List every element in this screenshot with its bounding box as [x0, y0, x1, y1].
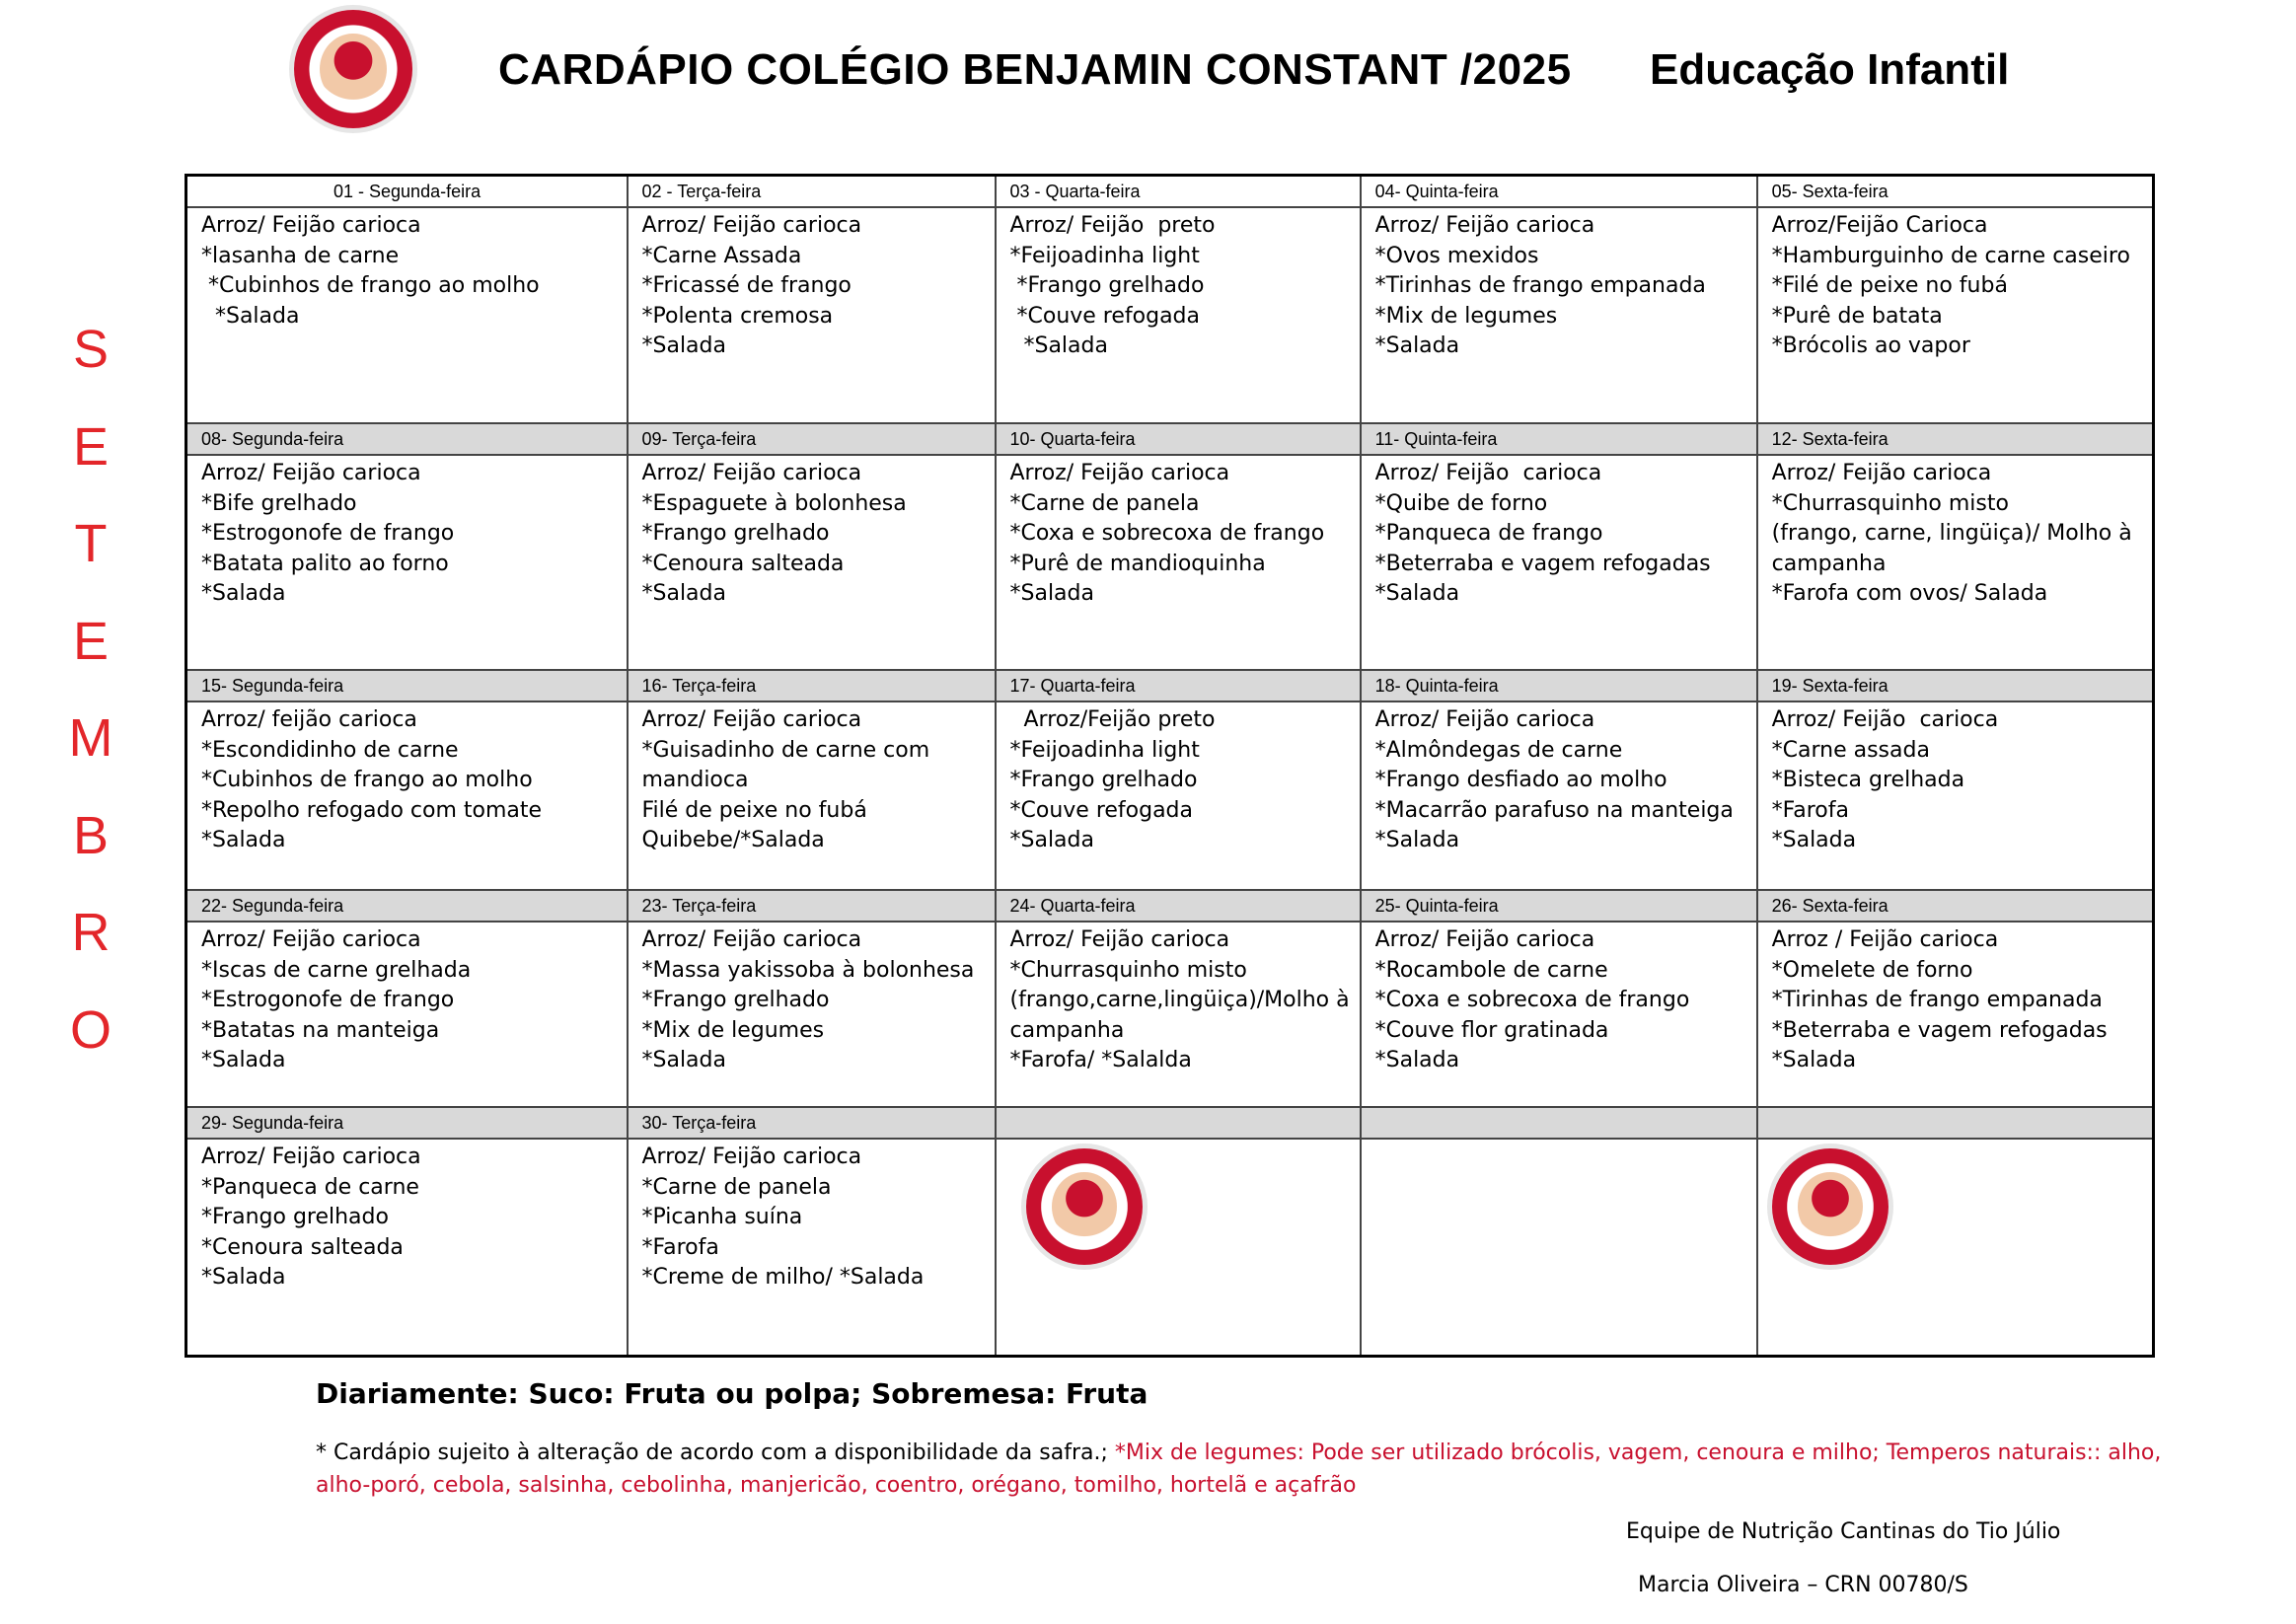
day-menu-cell: [186, 701, 628, 890]
day-header: 01 - Segunda-feira: [186, 176, 628, 208]
menu-item: *Feijoadinha light: [1009, 737, 1200, 763]
menu-item: *Carne de panela: [1009, 490, 1200, 516]
menu-item: *Iscas de carne grelhada: [201, 957, 472, 983]
menu-item: *Picanha suína: [641, 1205, 803, 1229]
menu-item: *Salada: [641, 333, 726, 358]
menu-item: *Farofa com ovos/ Salada: [1771, 581, 2048, 606]
nutritionist-signature: Marcia Oliveira – CRN 00780/S: [1638, 1573, 1968, 1597]
day-header: [1361, 1107, 1757, 1139]
menu-item: Arroz/ feijão carioca: [201, 707, 417, 732]
day-header: 17- Quarta-feira: [996, 670, 1361, 701]
day-header: 05- Sexta-feira: [1757, 176, 2154, 208]
day-menu-cell: [186, 455, 628, 670]
day-header: 26- Sexta-feira: [1757, 890, 2154, 922]
menu-item: Arroz/ Feijão carioca: [641, 1144, 862, 1169]
week-header-row: [186, 176, 2154, 208]
team-signature: Equipe de Nutrição Cantinas do Tio Júlio: [1626, 1519, 2061, 1544]
menu-item: *Salada: [1374, 1048, 1460, 1072]
menu-item: *Salada: [1374, 581, 1460, 606]
menu-item: *Salada: [1009, 333, 1108, 358]
menu-item: *Massa yakissoba à bolonhesa: [641, 957, 975, 983]
day-menu-cell: [628, 207, 996, 423]
menu-item: *Creme de milho/ *Salada: [641, 1265, 925, 1290]
day-menu-cell: [1361, 455, 1757, 670]
menu-item: *Hamburguinho de carne caseiro: [1771, 243, 2130, 268]
menu-item: Quibebe/*Salada: [641, 828, 825, 852]
menu-item: *Escondidinho de carne: [201, 737, 459, 763]
month-letter: E: [72, 611, 110, 671]
menu-item: *Churrasquinho misto: [1771, 490, 2009, 516]
menu-item: *Quibe de forno: [1374, 490, 1548, 516]
menu-item: *Mix de legumes: [641, 1017, 825, 1043]
day-header: 29- Segunda-feira: [186, 1107, 628, 1139]
menu-item: *Tirinhas de frango empanada: [1374, 273, 1706, 298]
menu-item: *Couve refogada: [1009, 303, 1200, 329]
mascot-icon: [1798, 1172, 1863, 1242]
menu-item: *Feijoadinha light: [1009, 243, 1200, 268]
menu-item: *Repolho refogado com tomate: [201, 797, 543, 823]
week-menu-row: [186, 455, 2154, 670]
day-menu-cell: [1757, 455, 2154, 670]
menu-item: *Salada: [201, 303, 300, 329]
day-menu-cell: [186, 207, 628, 423]
menu-item: *Cenoura salteada: [641, 551, 845, 576]
cantina-logo: [1026, 1148, 1143, 1265]
menu-item: *Salada: [1374, 828, 1460, 852]
menu-item: Arroz/ Feijão carioca: [641, 707, 862, 732]
menu-item: Arroz/ Feijão carioca: [1374, 927, 1595, 952]
month-vertical-label: [61, 301, 120, 1078]
week-header-row: [186, 890, 2154, 922]
menu-item: *Coxa e sobrecoxa de frango: [1009, 521, 1325, 546]
menu-item: *Almôndegas de carne: [1374, 737, 1623, 763]
menu-item: *Guisadinho de carne com: [641, 737, 930, 763]
day-header: 22- Segunda-feira: [186, 890, 628, 922]
menu-item: Filé de peixe no fubá: [641, 797, 867, 823]
daily-note: Diariamente: Suco: Fruta ou polpa; Sobremesa: Fruta: [316, 1377, 1148, 1410]
menu-item: Arroz/ Feijão carioca: [1771, 707, 1999, 732]
day-header: 15- Segunda-feira: [186, 670, 628, 701]
day-menu-cell: [1757, 207, 2154, 423]
menu-item: Arroz/ Feijão carioca: [641, 213, 862, 238]
menu-item: *Frango grelhado: [1009, 273, 1205, 298]
menu-item: *Churrasquinho misto: [1009, 957, 1247, 983]
menu-item: Arroz/ Feijão carioca: [1374, 213, 1595, 238]
footnote-disclaimer: * Cardápio sujeito à alteração de acordo com a disponibilidade da safra.;: [316, 1440, 1115, 1465]
day-header: 03 - Quarta-feira: [996, 176, 1361, 208]
month-letter: E: [72, 416, 110, 477]
month-letter: R: [71, 903, 111, 962]
day-menu-cell: [628, 1139, 996, 1357]
menu-item: *Omelete de forno: [1771, 957, 1973, 983]
menu-item: Arroz/ Feijão carioca: [201, 461, 421, 485]
menu-item: *Salada: [201, 1048, 286, 1072]
page-title: CARDÁPIO COLÉGIO BENJAMIN CONSTANT /2025: [498, 45, 1572, 94]
week-header-row: [186, 423, 2154, 455]
menu-item: Arroz/ Feijão carioca: [641, 927, 862, 952]
menu-item: *Bisteca grelhada: [1771, 768, 1965, 792]
menu-item: *Salada: [1374, 333, 1460, 358]
menu-item: *Cubinhos de frango ao molho: [201, 768, 533, 792]
day-menu-cell: [1361, 207, 1757, 423]
day-menu-cell: [186, 1139, 628, 1357]
day-header: 18- Quinta-feira: [1361, 670, 1757, 701]
week-header-row: [186, 670, 2154, 701]
menu-item: mandioca: [641, 768, 749, 792]
day-header: 09- Terça-feira: [628, 423, 996, 455]
day-header: 04- Quinta-feira: [1361, 176, 1757, 208]
week-menu-row: [186, 207, 2154, 423]
cantina-logo: [294, 10, 412, 128]
day-header: 23- Terça-feira: [628, 890, 996, 922]
menu-item: *Tirinhas de frango empanada: [1771, 988, 2103, 1012]
day-menu-cell: [186, 922, 628, 1107]
menu-item: *Frango grelhado: [641, 988, 830, 1012]
menu-item: *Macarrão parafuso na manteiga: [1374, 797, 1734, 823]
menu-item: *Estrogonofe de frango: [201, 521, 455, 546]
day-header: 12- Sexta-feira: [1757, 423, 2154, 455]
week-menu-row: [186, 701, 2154, 890]
day-menu-cell: [996, 701, 1361, 890]
day-header: 16- Terça-feira: [628, 670, 996, 701]
day-header: 30- Terça-feira: [628, 1107, 996, 1139]
menu-item: *Salada: [201, 581, 286, 606]
day-menu-cell: [628, 922, 996, 1107]
menu-item: *Salada: [641, 1048, 726, 1072]
menu-item: Arroz/Feijão Carioca: [1771, 213, 1988, 238]
day-header: 08- Segunda-feira: [186, 423, 628, 455]
menu-item: *Farofa: [1771, 797, 1849, 823]
menu-item: Arroz/Feijão preto: [1009, 707, 1216, 732]
menu-item: *Cubinhos de frango ao molho: [201, 273, 540, 298]
menu-item: *Couve refogada: [1009, 797, 1194, 823]
menu-item: *Mix de legumes: [1374, 303, 1558, 329]
week-menu-row: [186, 922, 2154, 1107]
menu-item: *Ovos mexidos: [1374, 243, 1539, 268]
menu-item: *Carne assada: [1771, 737, 1930, 763]
day-menu-cell: [628, 701, 996, 890]
menu-item: Arroz/ Feijão carioca: [201, 213, 421, 238]
menu-item: *Salada: [1771, 1048, 1857, 1072]
month-letter: T: [74, 514, 108, 573]
menu-item: Arroz/ Feijão carioca: [641, 461, 862, 485]
menu-item: Arroz/ Feijão carioca: [1374, 707, 1595, 732]
mascot-icon: [320, 34, 386, 105]
page-subtitle: Educação Infantil: [1650, 45, 2010, 94]
menu-item: *Couve flor gratinada: [1374, 1017, 1609, 1043]
month-letter: M: [68, 708, 113, 768]
day-header: 25- Quinta-feira: [1361, 890, 1757, 922]
month-letter: S: [72, 320, 110, 379]
menu-item: *Farofa/ *Salalda: [1009, 1048, 1192, 1072]
menu-item: *Carne Assada: [641, 243, 802, 268]
menu-item: *Batata palito ao forno: [201, 551, 449, 576]
month-letter: O: [69, 999, 111, 1060]
day-header: 11- Quinta-feira: [1361, 423, 1757, 455]
day-header: 10- Quarta-feira: [996, 423, 1361, 455]
menu-item: *Coxa e sobrecoxa de frango: [1374, 988, 1690, 1012]
day-menu-cell: [1361, 1139, 1757, 1357]
day-menu-cell: [1757, 701, 2154, 890]
day-menu-cell: [996, 455, 1361, 670]
day-menu-cell: [1361, 701, 1757, 890]
menu-item: Arroz/ Feijão carioca: [1009, 927, 1230, 952]
menu-item: *Frango desfiado ao molho: [1374, 768, 1667, 792]
menu-item: (frango, carne, lingüiça)/ Molho à: [1771, 521, 2132, 546]
menu-item: Arroz/ Feijão carioca: [1374, 461, 1602, 485]
week-header-row: [186, 1107, 2154, 1139]
menu-item: *Salada: [1771, 828, 1857, 852]
menu-item: *Rocambole de carne: [1374, 957, 1608, 983]
menu-item: *Salada: [201, 828, 286, 852]
day-header: [996, 1107, 1361, 1139]
menu-item: *Purê de mandioquinha: [1009, 551, 1266, 576]
menu-item: (frango,carne,lingüiça)/Molho à: [1009, 988, 1350, 1012]
menu-item: *Frango grelhado: [641, 521, 830, 546]
menu-item: Arroz / Feijão carioca: [1771, 927, 1999, 952]
menu-item: *Brócolis ao vapor: [1771, 333, 1970, 358]
menu-item: campanha: [1771, 551, 1887, 576]
menu-item: *Fricassé de frango: [641, 273, 852, 298]
day-menu-cell: [996, 922, 1361, 1107]
day-header: 02 - Terça-feira: [628, 176, 996, 208]
menu-item: *Frango grelhado: [1009, 768, 1198, 792]
menu-item: Arroz/ Feijão carioca: [201, 1144, 421, 1169]
menu-item: *Salada: [1009, 828, 1094, 852]
menu-item: *Beterraba e vagem refogadas: [1771, 1017, 2108, 1043]
menu-item: *Espaguete à bolonhesa: [641, 490, 907, 516]
menu-item: *Carne de panela: [641, 1174, 832, 1200]
menu-item: *Frango grelhado: [201, 1205, 389, 1229]
day-menu-cell: [628, 455, 996, 670]
menu-item: *Estrogonofe de frango: [201, 988, 455, 1012]
footnote: [316, 1437, 2190, 1502]
month-letter: B: [72, 805, 110, 865]
footnote-ingredients: *Mix de legumes: Pode ser utilizado brócolis, vagem, cenoura e milho; Temperos naturais:: alho, alho-poró, cebola, salsinha, cebolinha, manjericão, coentro, orégano, tomilho, hortelã e açafrão: [316, 1440, 2162, 1498]
day-menu-cell: [996, 207, 1361, 423]
menu-item: *Filé de peixe no fubá: [1771, 273, 2008, 298]
day-header: 19- Sexta-feira: [1757, 670, 2154, 701]
mascot-icon: [1052, 1172, 1117, 1242]
day-menu-cell: [1361, 922, 1757, 1107]
menu-item: campanha: [1009, 1017, 1125, 1043]
menu-item: *lasanha de carne: [201, 243, 400, 268]
menu-item: Arroz/ Feijão carioca: [201, 927, 421, 952]
menu-item: *Polenta cremosa: [641, 303, 834, 329]
day-header: 24- Quarta-feira: [996, 890, 1361, 922]
menu-item: *Panqueca de carne: [201, 1174, 419, 1200]
menu-item: *Salada: [201, 1265, 286, 1290]
menu-item: *Farofa: [641, 1234, 719, 1260]
menu-item: *Bife grelhado: [201, 490, 357, 516]
menu-item: *Cenoura salteada: [201, 1234, 404, 1260]
day-header: [1757, 1107, 2154, 1139]
menu-item: *Salada: [1009, 581, 1094, 606]
cantina-logo: [1772, 1148, 1889, 1265]
menu-item: *Beterraba e vagem refogadas: [1374, 551, 1711, 576]
menu-item: Arroz/ Feijão carioca: [1009, 461, 1230, 485]
menu-item: *Purê de batata: [1771, 303, 1943, 329]
menu-item: *Salada: [641, 581, 726, 606]
menu-item: Arroz/ Feijão carioca: [1771, 461, 1992, 485]
menu-item: Arroz/ Feijão preto: [1009, 213, 1216, 238]
day-menu-cell: [1757, 922, 2154, 1107]
menu-item: *Batatas na manteiga: [201, 1017, 440, 1043]
menu-item: *Panqueca de frango: [1374, 521, 1603, 546]
